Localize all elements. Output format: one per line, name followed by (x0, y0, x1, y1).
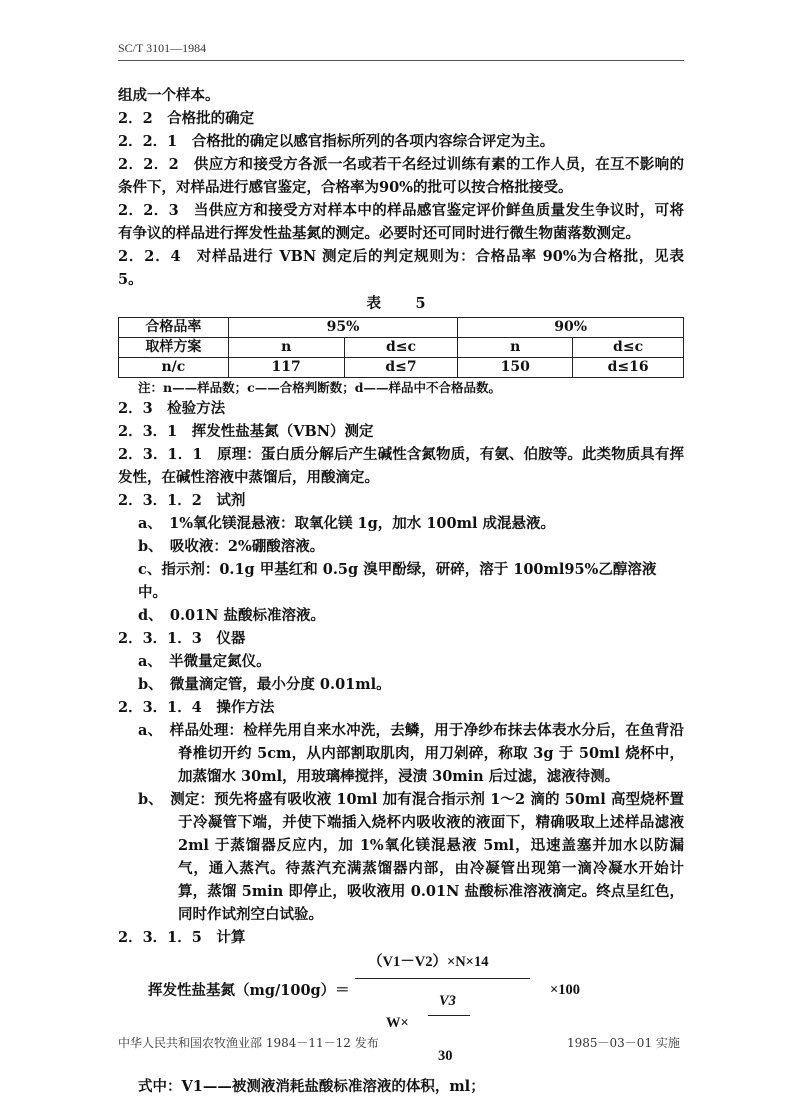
clause-principle: 2．3．1．1 原理：蛋白质分解后产生碱性含氮物质，有氨、伯胺等。此类物质具有挥发性，在碱性溶液中蒸馏后，用酸滴定。 (118, 446, 684, 486)
reagent-b: b、 吸收液：2%硼酸溶液。 (138, 538, 325, 555)
clause-2-2-2: 2．2．2 供应方和接受方各派一名或若干名经过训练有素的工作人员，在互不影响的条件下，对样品进行感官鉴定，合格率为90%的批可以按合格批接受。 (118, 156, 684, 196)
document-body (118, 84, 684, 1098)
table-cell: n/c (119, 358, 229, 378)
reagent-c: c、指示剂：0.1g 甲基红和 0.5g 溴甲酚绿，研碎，溶于 100ml95%乙醇溶液中。 (138, 561, 657, 601)
reagent-a: a、 1%氧化镁混悬液：取氧化镁 1g，加水 100ml 成混悬液。 (138, 515, 556, 532)
subsection-heading: 2．3．1 挥发性盐基氮（VBN）测定 (118, 423, 374, 440)
section-heading: 2．2 合格批的确定 (118, 110, 255, 127)
table-cell: d≤7 (344, 358, 458, 378)
table-cell: 取样方案 (119, 338, 229, 358)
formula-w: W× (386, 1015, 409, 1031)
vbn-formula (118, 949, 684, 1075)
subsection-heading: 2．3．1．2 试剂 (118, 492, 246, 509)
paragraph: 组成一个样本。 (118, 87, 220, 104)
table-cell: 150 (458, 358, 573, 378)
formula-where: 式中：V1——被测液消耗盐酸标准溶液的体积，ml； (138, 1078, 485, 1095)
table-note: 注：n——样品数；c——合格判断数；d——样品中不合格品数。 (138, 380, 501, 395)
table-cell: n (228, 338, 344, 358)
standard-code: SC/T 3101—1984 (118, 41, 207, 55)
table-5 (118, 317, 684, 378)
clause-2-2-3: 2．2．3 当供应方和接受方对样本中的样品感官鉴定评价鲜鱼质量发生争议时，可将有争议的样品进行挥发性盐基氮的测定。必要时还可同时进行微生物菌落数测定。 (118, 202, 684, 242)
formula-label: 挥发性盐基氮（mg/100g）＝ (148, 982, 350, 999)
footer-issued: 中华人民共和国农牧渔业部 1984－11－12 发布 (118, 1036, 379, 1050)
operation-b: b、 测定：预先将盛有吸收液 10ml 加有混合指示剂 1～2 滴的 50ml 高型烧杯置于冷凝管下端，并使下端插入烧杯内吸收液的液面下，精确吸取上述样品滤液 2ml 于蒸馏器反应内，加 1%氧化镁混悬液 5ml，迅速盖塞并加水以防漏气，通入蒸汽。待蒸汽充满蒸馏器内部，由冷凝管出现第一滴冷凝水开始计算，蒸馏 5min 即停止，吸收液用 0.01N 盐酸标准溶液滴定。终点呈红色，同时作试剂空白试验。 (138, 791, 684, 923)
subsection-heading: 2．3．1．5 计算 (118, 929, 246, 946)
formula-denominator: 30 (438, 1048, 453, 1064)
reagent-d: d、 0.01N 盐酸标准溶液。 (138, 607, 326, 624)
fraction-bar (355, 978, 530, 979)
header-divider (118, 60, 684, 61)
formula-numerator: （V1－V2）×N×14 (368, 954, 489, 970)
section-heading: 2．3 检验方法 (118, 400, 226, 417)
table-row (119, 358, 684, 378)
table-row (119, 318, 684, 338)
table-cell: d≤c (573, 338, 684, 358)
table-cell: 95% (228, 318, 458, 338)
clause-2-2-1: 2．2．1 合格批的确定以感官指标所列的各项内容综合评定为主。 (118, 133, 555, 150)
footer-effective: 1985－03－01 实施 (567, 1036, 680, 1050)
table-cell: 合格品率 (119, 318, 229, 338)
table-cell: d≤c (344, 338, 458, 358)
table-caption: 表 5 (366, 295, 436, 312)
subsection-heading: 2．3．1．4 操作方法 (118, 699, 275, 716)
table-row (119, 338, 684, 358)
table-cell: n (458, 338, 573, 358)
table-cell: 117 (228, 358, 344, 378)
subsection-heading: 2．3．1．3 仪器 (118, 630, 246, 647)
formula-multiplier: ×100 (550, 982, 581, 998)
table-cell: d≤16 (573, 358, 684, 378)
instrument-a: a、 半微量定氮仪。 (138, 653, 271, 670)
table-cell: 90% (458, 318, 684, 338)
fraction-bar (428, 1015, 470, 1016)
operation-a: a、 样品处理：检样先用自来水冲洗，去鳞，用于净纱布抹去体表水分后，在鱼背沿脊椎切开约 5cm，从内部割取肌肉，用刀剁碎，称取 3g 于 50ml 烧杯中，加蒸馏水 30ml，用玻璃棒搅拌，浸渍 30min 后过滤，滤液待测。 (138, 722, 684, 785)
clause-2-2-4: 2．2．4 对样品进行 VBN 测定后的判定规则为：合格品率 90%为合格批，见表 5。 (118, 248, 684, 288)
formula-v3: V3 (439, 993, 456, 1009)
instrument-b: b、 微量滴定管，最小分度 0.01ml。 (138, 676, 391, 693)
